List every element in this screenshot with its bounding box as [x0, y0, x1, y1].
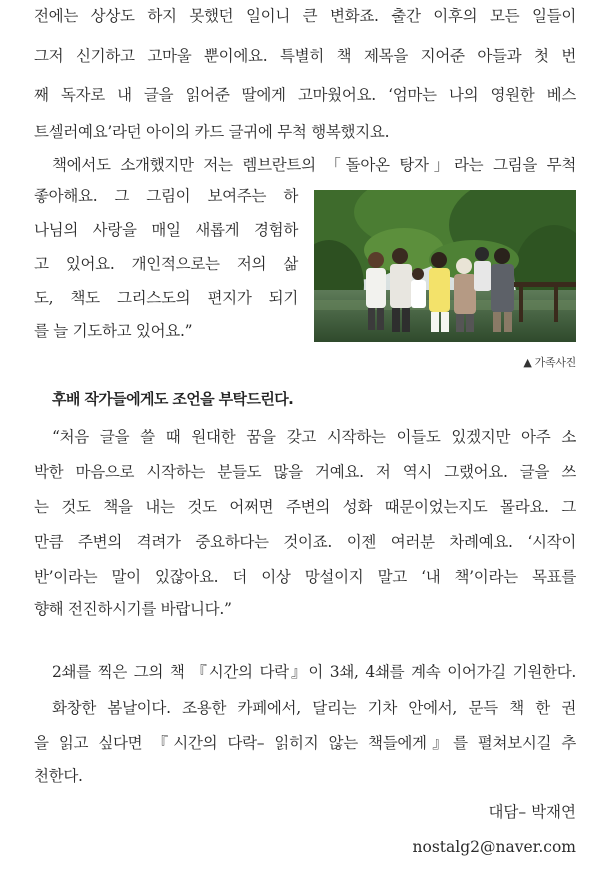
paragraph-3-line-5: 반’이라는 말이 있잖아요. 더 이상 망설이지 말고 ‘내 책’이라는 목표를: [34, 568, 576, 586]
interviewer-byline: 대담– 박재연: [488, 803, 576, 821]
paragraph-3-line-6: 향해 전진하시기를 바랍니다.”: [34, 600, 232, 618]
paragraph-5-line-2: 을 읽고 싶다면 『시간의 다락– 읽히지 않는 책들에게』를 펼쳐보시길 추: [34, 734, 576, 752]
paragraph-3-line-1: “처음 글을 쓸 때 원대한 꿈을 갖고 시작하는 이들도 있겠지만 아주 소: [52, 428, 576, 446]
family-photo-illustration: [314, 190, 576, 342]
paragraph-1-line-4: 트셀러예요’라던 아이의 카드 글귀에 무척 행복했지요.: [34, 123, 390, 141]
paragraph-2-line-5: 도, 책도 그리스도의 편지가 되기: [34, 289, 298, 307]
paragraph-3-line-4: 만큼 주변의 격려가 중요하다는 것이죠. 이젠 여러분 차례예요. ‘시작이: [34, 533, 576, 551]
paragraph-1-line-1: 전에는 상상도 하지 못했던 일이니 큰 변화죠. 출간 이후의 모든 일들이: [34, 7, 576, 25]
paragraph-5-line-1: 화창한 봄날이다. 조용한 카페에서, 달리는 기차 안에서, 문득 책 한 권: [52, 699, 576, 717]
paragraph-3-line-3: 는 것도 책을 내는 것도 어쩌면 주변의 성화 때문이었는지도 몰라요. 그: [34, 498, 576, 516]
paragraph-2-line-3: 나님의 사랑을 매일 새롭게 경험하: [34, 221, 298, 239]
paragraph-5-line-3: 천한다.: [34, 767, 83, 785]
question-heading: 후배 작가들에게도 조언을 부탁드린다.: [52, 390, 294, 408]
paragraph-2-line-1: 책에서도 소개했지만 저는 렘브란트의 「돌아온 탕자」라는 그림을 무척: [52, 156, 576, 174]
paragraph-1-line-3: 째 독자로 내 글을 읽어준 딸에게 고마웠어요. ‘엄마는 나의 영원한 베스: [34, 86, 576, 104]
photo-caption: ▲ 가족사진: [523, 356, 576, 369]
paragraph-2-line-2: 좋아해요. 그 그림이 보여주는 하: [34, 187, 298, 205]
paragraph-4-line-1: 2쇄를 찍은 그의 책 『시간의 다락』이 3쇄, 4쇄를 계속 이어가길 기원한다.: [52, 663, 576, 681]
paragraph-1-line-2: 그저 신기하고 고마울 뿐이에요. 특별히 책 제목을 지어준 아들과 첫 번: [34, 47, 576, 65]
family-photo: [314, 190, 576, 342]
paragraph-3-line-2: 박한 마음으로 시작하는 분들도 많을 거예요. 저 역시 그랬어요. 글을 쓰: [34, 463, 576, 481]
paragraph-2-line-4: 고 있어요. 개인적으로는 저의 삶: [34, 255, 298, 273]
contact-email: nostalg2@naver.com: [412, 838, 576, 856]
paragraph-2-line-6: 를 늘 기도하고 있어요.”: [34, 322, 193, 340]
